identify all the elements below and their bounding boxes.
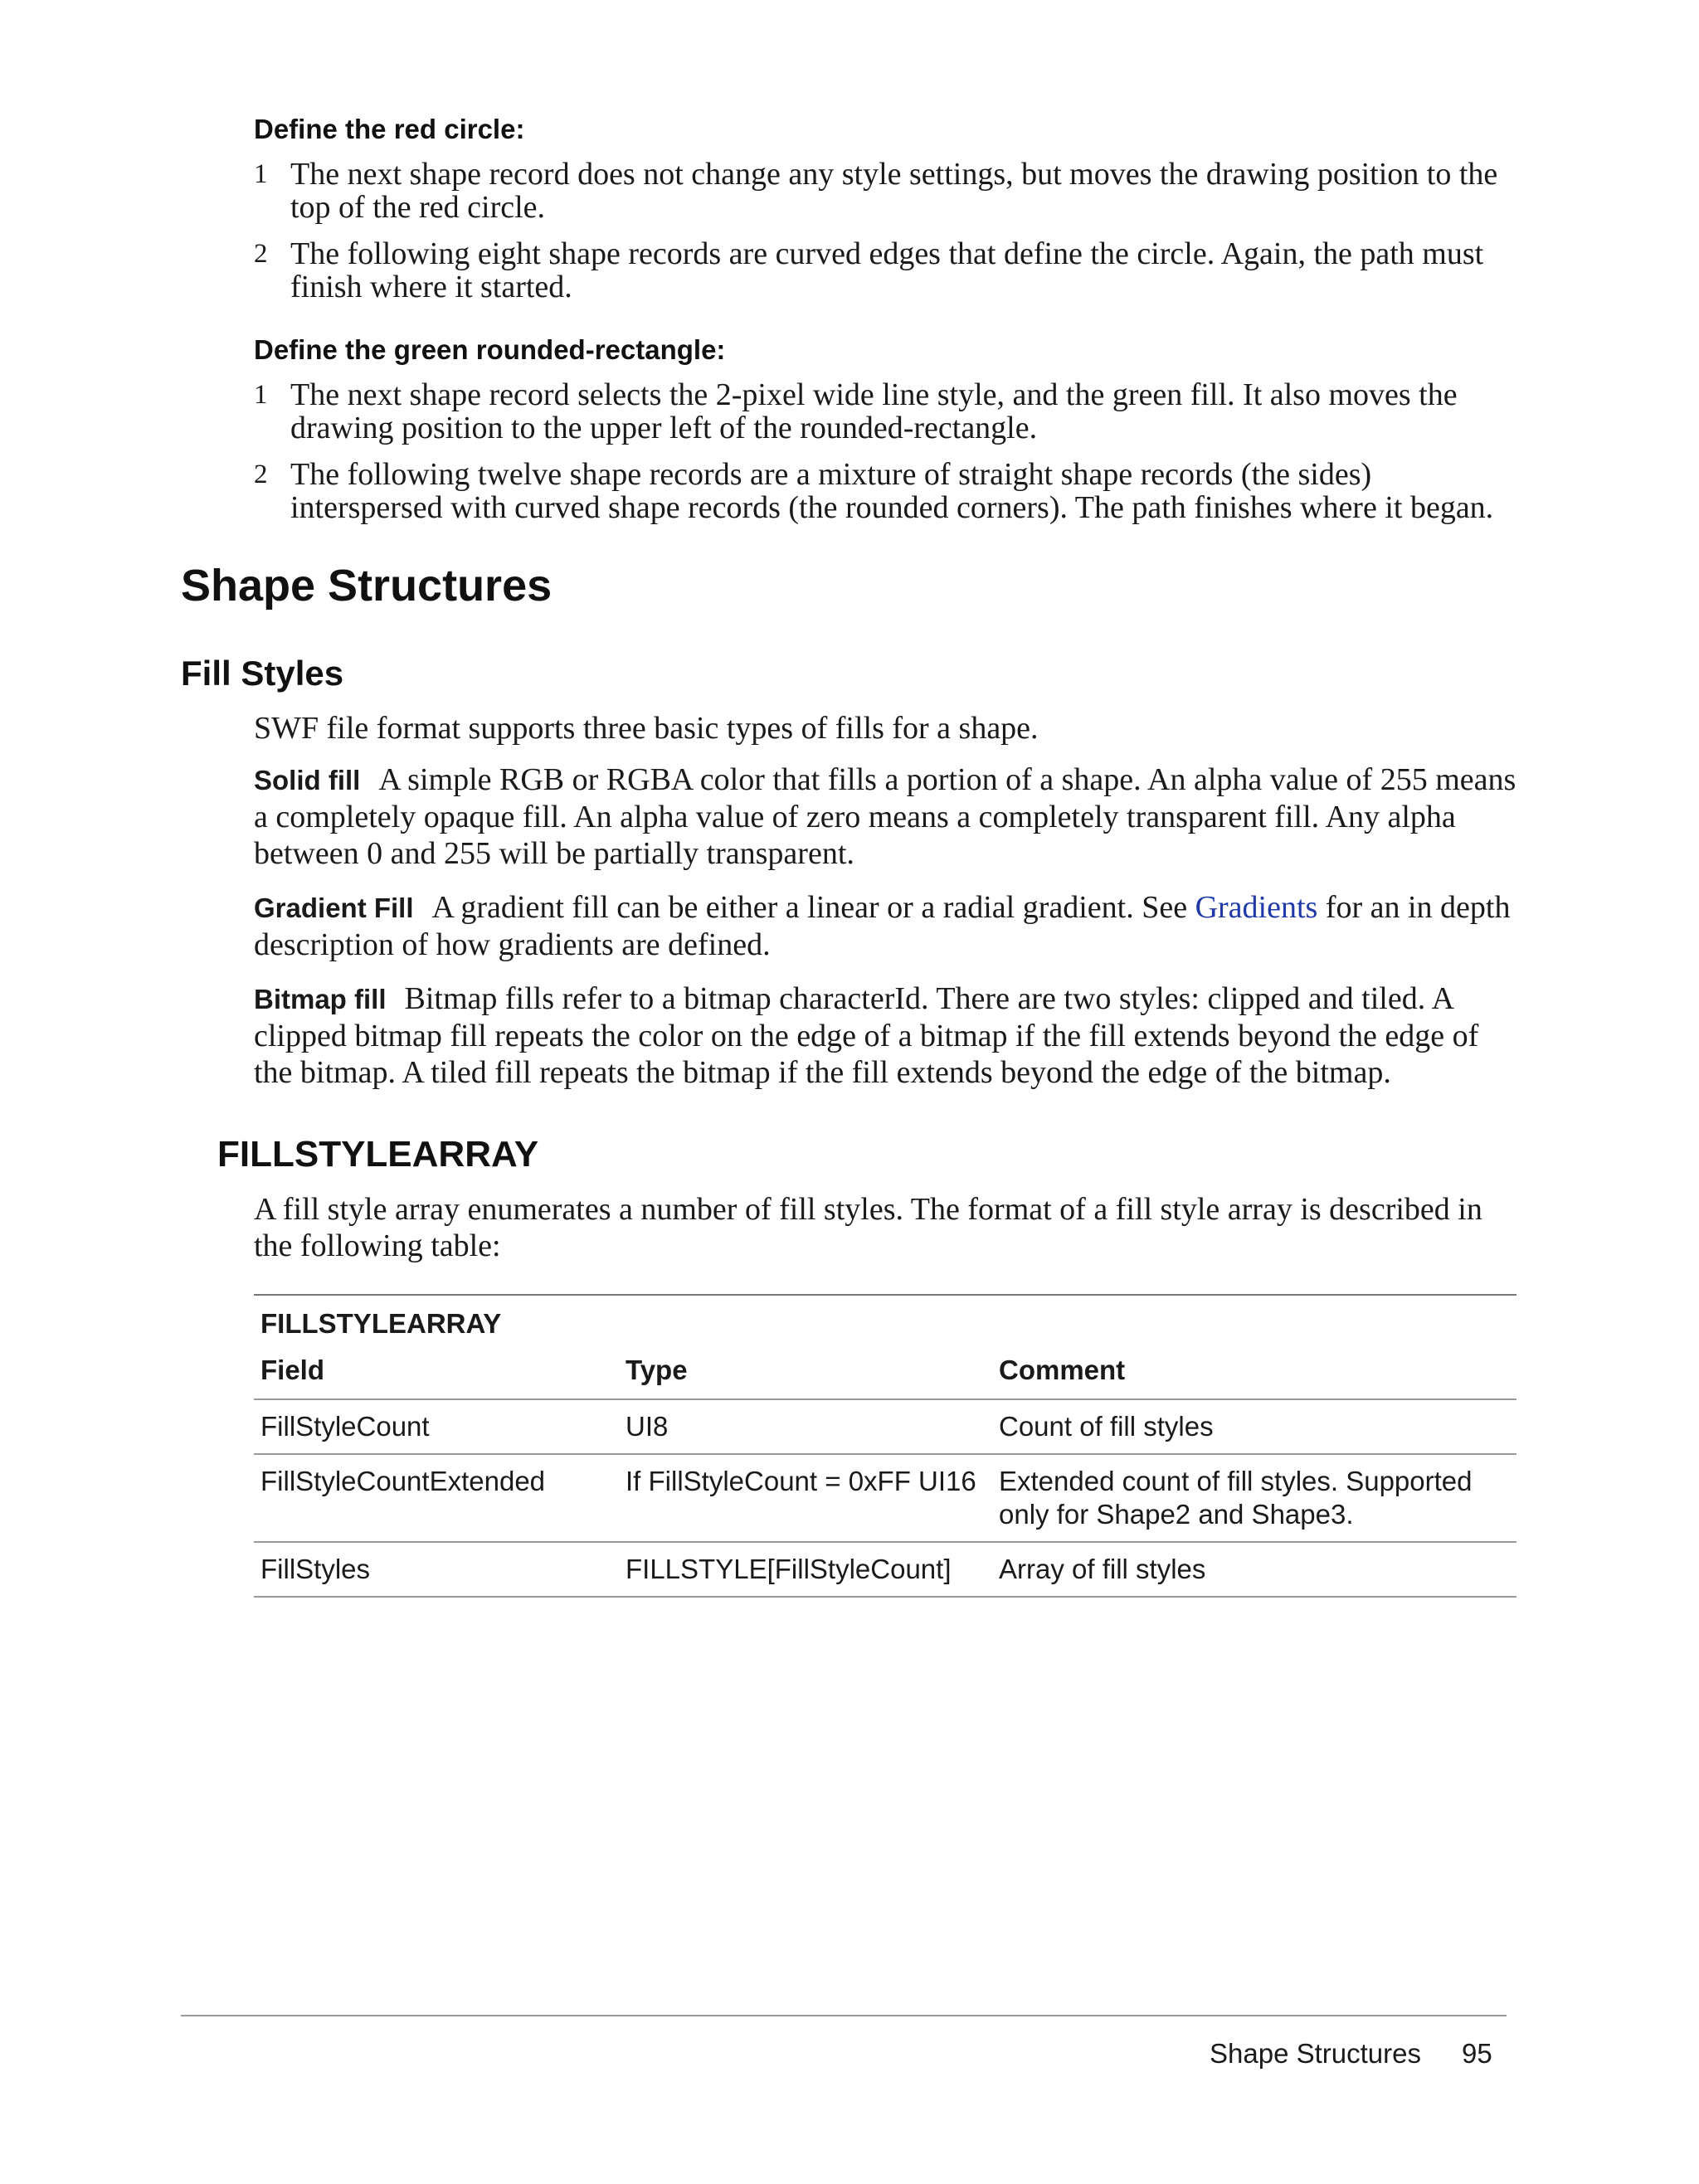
green-rect-heading: Define the green rounded-rectangle: (254, 334, 726, 365)
red-circle-heading: Define the red circle: (254, 114, 525, 144)
fillstylearray-table (254, 1294, 1516, 1598)
cell-comment: Array of fill styles (992, 1542, 1516, 1597)
cell-comment: Count of fill styles (992, 1399, 1516, 1454)
table-row (254, 1542, 1516, 1597)
list-item (254, 458, 1515, 524)
cell-type: If FillStyleCount = 0xFF UI16 (619, 1454, 992, 1542)
step-text: The following twelve shape records are a mixture of straight shape records (the sides) interspersed with curved shape records (the rounded corners). The path finishes where it began. (290, 457, 1494, 525)
list-item (254, 378, 1515, 445)
fillstylearray-title: FILLSTYLEARRAY (217, 1134, 539, 1175)
cell-field: FillStyleCountExtended (254, 1454, 619, 1542)
bitmap-fill-paragraph (254, 980, 1516, 1091)
solid-fill-term: Solid fill (254, 765, 361, 795)
section-title: Shape Structures (181, 561, 553, 610)
gradients-link[interactable]: Gradients (1195, 890, 1318, 925)
gradient-fill-text-after: for an in depth description of how gradients are defined. (254, 890, 1511, 962)
step-number: 2 (254, 239, 268, 269)
solid-fill-text: A simple RGB or RGBA color that fills a portion of a shape. An alpha value of 255 means a completely opaque fill. An alpha value of zero means a completely transparent fill. Any alpha between 0 and 255 will be partially transparent. (254, 762, 1516, 871)
fillstylearray-intro: A fill style array enumerates a number of fill styles. The format of a fill style array is described in the following table: (254, 1192, 1482, 1263)
table-row (254, 1454, 1516, 1542)
footer-divider (181, 2015, 1507, 2016)
fill-styles-intro: SWF file format supports three basic types of fills for a shape. (254, 711, 1039, 746)
page-number: 95 (1462, 2038, 1492, 2069)
fill-styles-title: Fill Styles (181, 654, 344, 693)
column-header-comment: Comment (992, 1347, 1516, 1399)
bitmap-fill-text: Bitmap fills refer to a bitmap characterId. There are two styles: clipped and tiled. A clipped bitmap fill repeats the color on the edge of a bitmap if the fill extends beyond the edge of the bitmap. A tiled fill repeats the bitmap if the fill extends beyond the edge of the bitmap. (254, 981, 1479, 1090)
cell-type: FILLSTYLE[FillStyleCount] (619, 1542, 992, 1597)
green-rect-steps (254, 378, 1515, 537)
table-caption: FILLSTYLEARRAY (254, 1295, 1516, 1347)
cell-comment: Extended count of fill styles. Supported only for Shape2 and Shape3. (992, 1454, 1516, 1542)
step-text: The next shape record does not change any style settings, but moves the drawing position to the top of the red circle. (290, 157, 1498, 225)
step-number: 2 (254, 460, 268, 489)
bitmap-fill-term: Bitmap fill (254, 984, 387, 1014)
table-caption-row (254, 1295, 1516, 1347)
cell-type: UI8 (619, 1399, 992, 1454)
list-item (254, 237, 1515, 304)
table-header-row (254, 1347, 1516, 1399)
gradient-fill-paragraph (254, 889, 1516, 963)
step-text: The following eight shape records are curved edges that define the circle. Again, the path must finish where it started. (290, 236, 1484, 304)
solid-fill-paragraph (254, 761, 1516, 872)
cell-field: FillStyles (254, 1542, 619, 1597)
footer-section-title: Shape Structures (1210, 2038, 1421, 2069)
column-header-type: Type (619, 1347, 992, 1399)
step-number: 1 (254, 380, 268, 410)
column-header-field: Field (254, 1347, 619, 1399)
table-row (254, 1399, 1516, 1454)
step-text: The next shape record selects the 2-pixel wide line style, and the green fill. It also moves the drawing position to the upper left of the rounded-rectangle. (290, 377, 1458, 445)
list-item (254, 158, 1515, 224)
red-circle-steps (254, 158, 1515, 317)
cell-field: FillStyleCount (254, 1399, 619, 1454)
step-number: 1 (254, 159, 268, 189)
gradient-fill-text-before: A gradient fill can be either a linear or a radial gradient. See (431, 890, 1195, 925)
gradient-fill-term: Gradient Fill (254, 893, 414, 923)
